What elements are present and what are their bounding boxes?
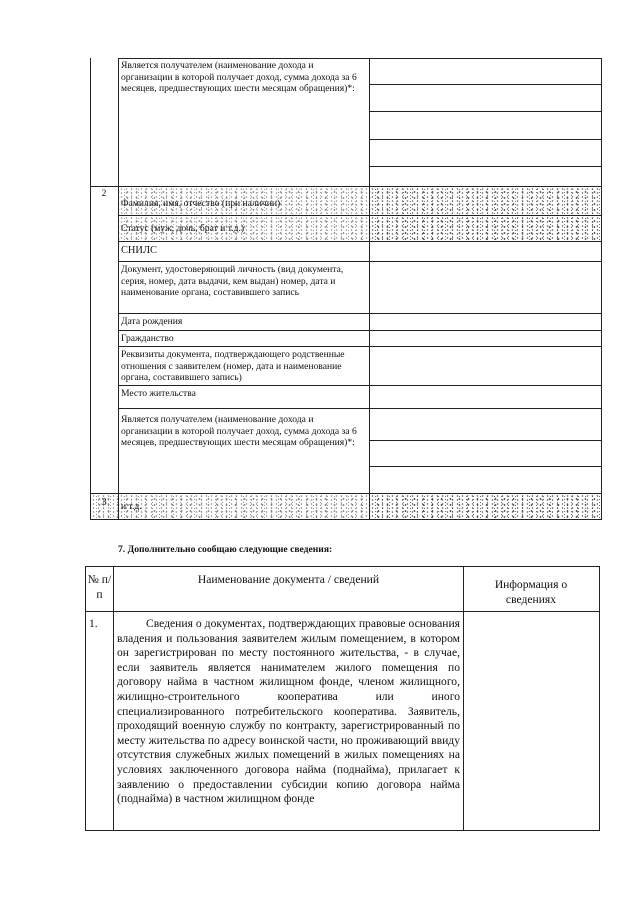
fio-label: Фамилия, имя, отчество (при наличии): [121, 198, 281, 209]
identity-document-label: Документ, удостоверяющий личность (вид документа, серия, номер, дата выдачи, кем выдан) номер, дата и наименование органа, составившего запись: [121, 264, 344, 299]
table-line: [85, 566, 599, 567]
table-line: [369, 166, 601, 167]
residence-label: Место жительства: [121, 388, 196, 399]
snils-label: СНИЛС: [121, 245, 157, 256]
etc-label: и т.д.: [121, 501, 142, 512]
scan-noise: [370, 216, 600, 241]
table-line: [118, 261, 601, 262]
header-information: Информация о сведениях: [494, 578, 568, 606]
table-line: [118, 385, 601, 386]
table-line: [118, 313, 601, 314]
table-line: [118, 58, 119, 520]
table-line: [85, 830, 599, 831]
row-number: 1.: [89, 617, 98, 630]
income-label: Является получателем (наименование дохода и организации в которой получает доход, сумма дохода за 6 месяцев, предшествующих шести месяцам обращения)*:: [121, 60, 357, 95]
table-line: [85, 611, 599, 612]
citizenship-label: Гражданство: [121, 333, 174, 344]
table-line: [118, 241, 601, 242]
table-line: [118, 58, 601, 59]
status-label: Статус (муж, дочь, брат и т.д.): [121, 223, 245, 234]
scan-noise: [370, 494, 600, 519]
table-line: [85, 566, 86, 831]
relation-document-label: Реквизиты документа, подтверждающего родственные отношения с заявителем (номер, дата и наименование органа, составившего запись): [121, 349, 345, 384]
row-number: 2: [101, 188, 107, 199]
table-line: [369, 466, 601, 467]
row-number: 3: [101, 496, 107, 508]
row-text: Сведения о документах, подтверждающих правовые основания владения и пользования заявителем жилым помещением, в котором он зарегистрирован по месту постоянного жительства, - в случае, если заявитель является нанимателем жилого помещения по договору найма в частном жилищном фонде, членом жилищного, жилищно-строительного кооператива или иного специализированного потребительского кооператива. Заявитель, проходящий военную службу по контракту, зарегистрированный по месту жительства по адресу воинской части, но проживающий ввиду отсутствия служебных жилых помещений в жилых помещениях на условиях заключенного договора найма (поднайма), прилагает к заявлению о предоставлении субсидии копию договора найма (поднайма) в частном жилищном фонде: [117, 617, 460, 806]
birth-date-label: Дата рождения: [121, 316, 183, 327]
table-line: [369, 84, 601, 85]
section-7-title: 7. Дополнительно сообщаю следующие сведения:: [118, 544, 333, 555]
table-line: [599, 566, 600, 831]
table-line: [369, 139, 601, 140]
table-line: [369, 58, 370, 520]
scan-noise: [370, 187, 600, 215]
table-line: [90, 519, 601, 520]
table-line: [118, 408, 601, 409]
table-line: [463, 566, 464, 831]
table-line: [118, 346, 601, 347]
table-line: [118, 330, 601, 331]
table-line: [601, 58, 602, 520]
header-number: № п/п: [87, 573, 112, 601]
table-line: [369, 440, 601, 441]
table-line: [90, 58, 91, 520]
header-document-name: Наименование документа / сведений: [197, 573, 380, 586]
table-line: [113, 566, 114, 831]
income-label: Является получателем (наименование дохода и организации в которой получает доход, сумма дохода за 6 месяцев, предшествующих шести месяцам обращения)*:: [121, 414, 357, 449]
table-line: [369, 111, 601, 112]
